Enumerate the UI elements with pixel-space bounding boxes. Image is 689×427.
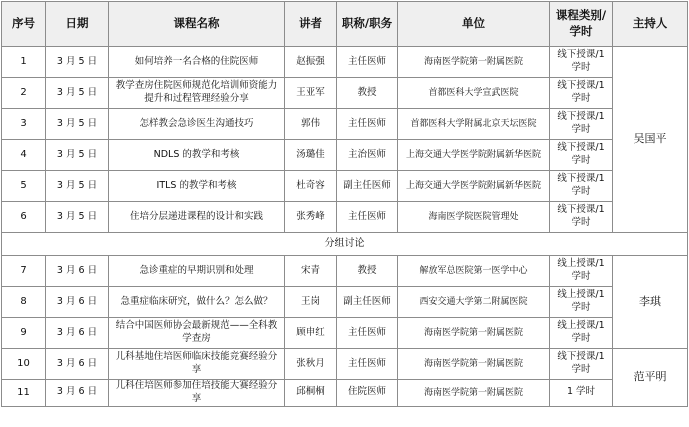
row-course: 急诊重症的早期识别和处理: [109, 256, 285, 287]
row-course: 如何培养一名合格的住院医师: [109, 47, 285, 78]
header-row: [2, 2, 688, 47]
row-title: 副主任医师: [337, 171, 398, 202]
row-title: 主任医师: [337, 202, 398, 233]
row-title: 主任医师: [337, 109, 398, 140]
table-row: [2, 349, 688, 380]
row-type: 线上授课/1 学时: [550, 287, 613, 318]
row-title: 教授: [337, 78, 398, 109]
host-cell: 李琪: [613, 256, 688, 349]
table-row: [2, 318, 688, 349]
row-course: 怎样教会急诊医生沟通技巧: [109, 109, 285, 140]
row-speaker: 赵振强: [285, 47, 337, 78]
row-speaker: 王亚军: [285, 78, 337, 109]
row-speaker: 杜奇容: [285, 171, 337, 202]
row-type: 线下授课/1 学时: [550, 202, 613, 233]
row-unit: 上海交通大学医学院附属新华医院: [398, 140, 550, 171]
header-index: 序号: [2, 2, 46, 47]
row-unit: 海南医学院第一附属医院: [398, 318, 550, 349]
table-row: [2, 380, 688, 407]
table-row: [2, 287, 688, 318]
row-type: 线下授课/1 学时: [550, 349, 613, 380]
row-unit: 海南医学院医院管理处: [398, 202, 550, 233]
table-row: [2, 171, 688, 202]
row-speaker: 顾申红: [285, 318, 337, 349]
row-course: NDLS 的教学和考核: [109, 140, 285, 171]
row-date: 3 月 6 日: [46, 380, 109, 407]
table-row: [2, 109, 688, 140]
row-unit: 西安交通大学第二附属医院: [398, 287, 550, 318]
row-type: 线下授课/1 学时: [550, 171, 613, 202]
row-index: 11: [2, 380, 46, 407]
row-unit: 海南医学院第一附属医院: [398, 349, 550, 380]
row-speaker: 王岗: [285, 287, 337, 318]
row-speaker: 邱桐桐: [285, 380, 337, 407]
row-index: 3: [2, 109, 46, 140]
section-label: 分组讨论: [2, 233, 688, 256]
row-course: 教学查房住院医师规范化培训师资能力提升和过程管理经验分享: [109, 78, 285, 109]
row-index: 4: [2, 140, 46, 171]
row-course: 儿科基地住培医师临床技能竞赛经验分享: [109, 349, 285, 380]
row-unit: 海南医学院第一附属医院: [398, 47, 550, 78]
row-type: 线下授课/1 学时: [550, 78, 613, 109]
row-date: 3 月 6 日: [46, 256, 109, 287]
header-type: 课程类别/学时: [550, 2, 613, 47]
row-unit: 上海交通大学医学院附属新华医院: [398, 171, 550, 202]
host-cell: 吴国平: [613, 47, 688, 233]
table-row: [2, 256, 688, 287]
table-row: [2, 47, 688, 78]
table-row: [2, 140, 688, 171]
row-type: 线上授课/1 学时: [550, 318, 613, 349]
row-title: 主任医师: [337, 47, 398, 78]
row-course: 儿科住培医师参加住培技能大赛经验分享: [109, 380, 285, 407]
row-unit: 海南医学院第一附属医院: [398, 380, 550, 407]
row-type: 1 学时: [550, 380, 613, 407]
row-title: 教授: [337, 256, 398, 287]
row-title: 副主任医师: [337, 287, 398, 318]
row-course: 结合中国医师协会最新规范——全科教学查房: [109, 318, 285, 349]
row-course: 住培分层递进课程的设计和实践: [109, 202, 285, 233]
row-type: 线上授课/1 学时: [550, 256, 613, 287]
schedule-table: [1, 1, 688, 407]
row-speaker: 张秀峰: [285, 202, 337, 233]
header-unit: 单位: [398, 2, 550, 47]
row-date: 3 月 5 日: [46, 171, 109, 202]
row-unit: 首都医科大学宣武医院: [398, 78, 550, 109]
host-cell: 范平明: [613, 349, 688, 407]
row-index: 1: [2, 47, 46, 78]
row-index: 6: [2, 202, 46, 233]
row-index: 10: [2, 349, 46, 380]
row-unit: 首都医科大学附属北京天坛医院: [398, 109, 550, 140]
row-index: 8: [2, 287, 46, 318]
row-date: 3 月 5 日: [46, 47, 109, 78]
row-index: 7: [2, 256, 46, 287]
row-course: ITLS 的教学和考核: [109, 171, 285, 202]
row-type: 线下授课/1 学时: [550, 140, 613, 171]
row-date: 3 月 5 日: [46, 109, 109, 140]
header-date: 日期: [46, 2, 109, 47]
row-index: 9: [2, 318, 46, 349]
row-speaker: 张秋月: [285, 349, 337, 380]
row-type: 线下授课/1 学时: [550, 109, 613, 140]
row-speaker: 汤璐佳: [285, 140, 337, 171]
row-course: 急重症临床研究，做什么？怎么做？: [109, 287, 285, 318]
row-speaker: 宋青: [285, 256, 337, 287]
row-date: 3 月 6 日: [46, 349, 109, 380]
row-index: 2: [2, 78, 46, 109]
row-unit: 解放军总医院第一医学中心: [398, 256, 550, 287]
header-title: 职称/职务: [337, 2, 398, 47]
section-row: [2, 233, 688, 256]
row-title: 住院医师: [337, 380, 398, 407]
row-speaker: 郭伟: [285, 109, 337, 140]
row-title: 主任医师: [337, 349, 398, 380]
row-title: 主任医师: [337, 318, 398, 349]
row-title: 主治医师: [337, 140, 398, 171]
row-date: 3 月 5 日: [46, 140, 109, 171]
table-row: [2, 78, 688, 109]
header-host: 主持人: [613, 2, 688, 47]
row-index: 5: [2, 171, 46, 202]
table-row: [2, 202, 688, 233]
row-date: 3 月 6 日: [46, 318, 109, 349]
header-course: 课程名称: [109, 2, 285, 47]
header-speaker: 讲者: [285, 2, 337, 47]
row-date: 3 月 5 日: [46, 202, 109, 233]
row-date: 3 月 6 日: [46, 287, 109, 318]
row-type: 线下授课/1 学时: [550, 47, 613, 78]
row-date: 3 月 5 日: [46, 78, 109, 109]
